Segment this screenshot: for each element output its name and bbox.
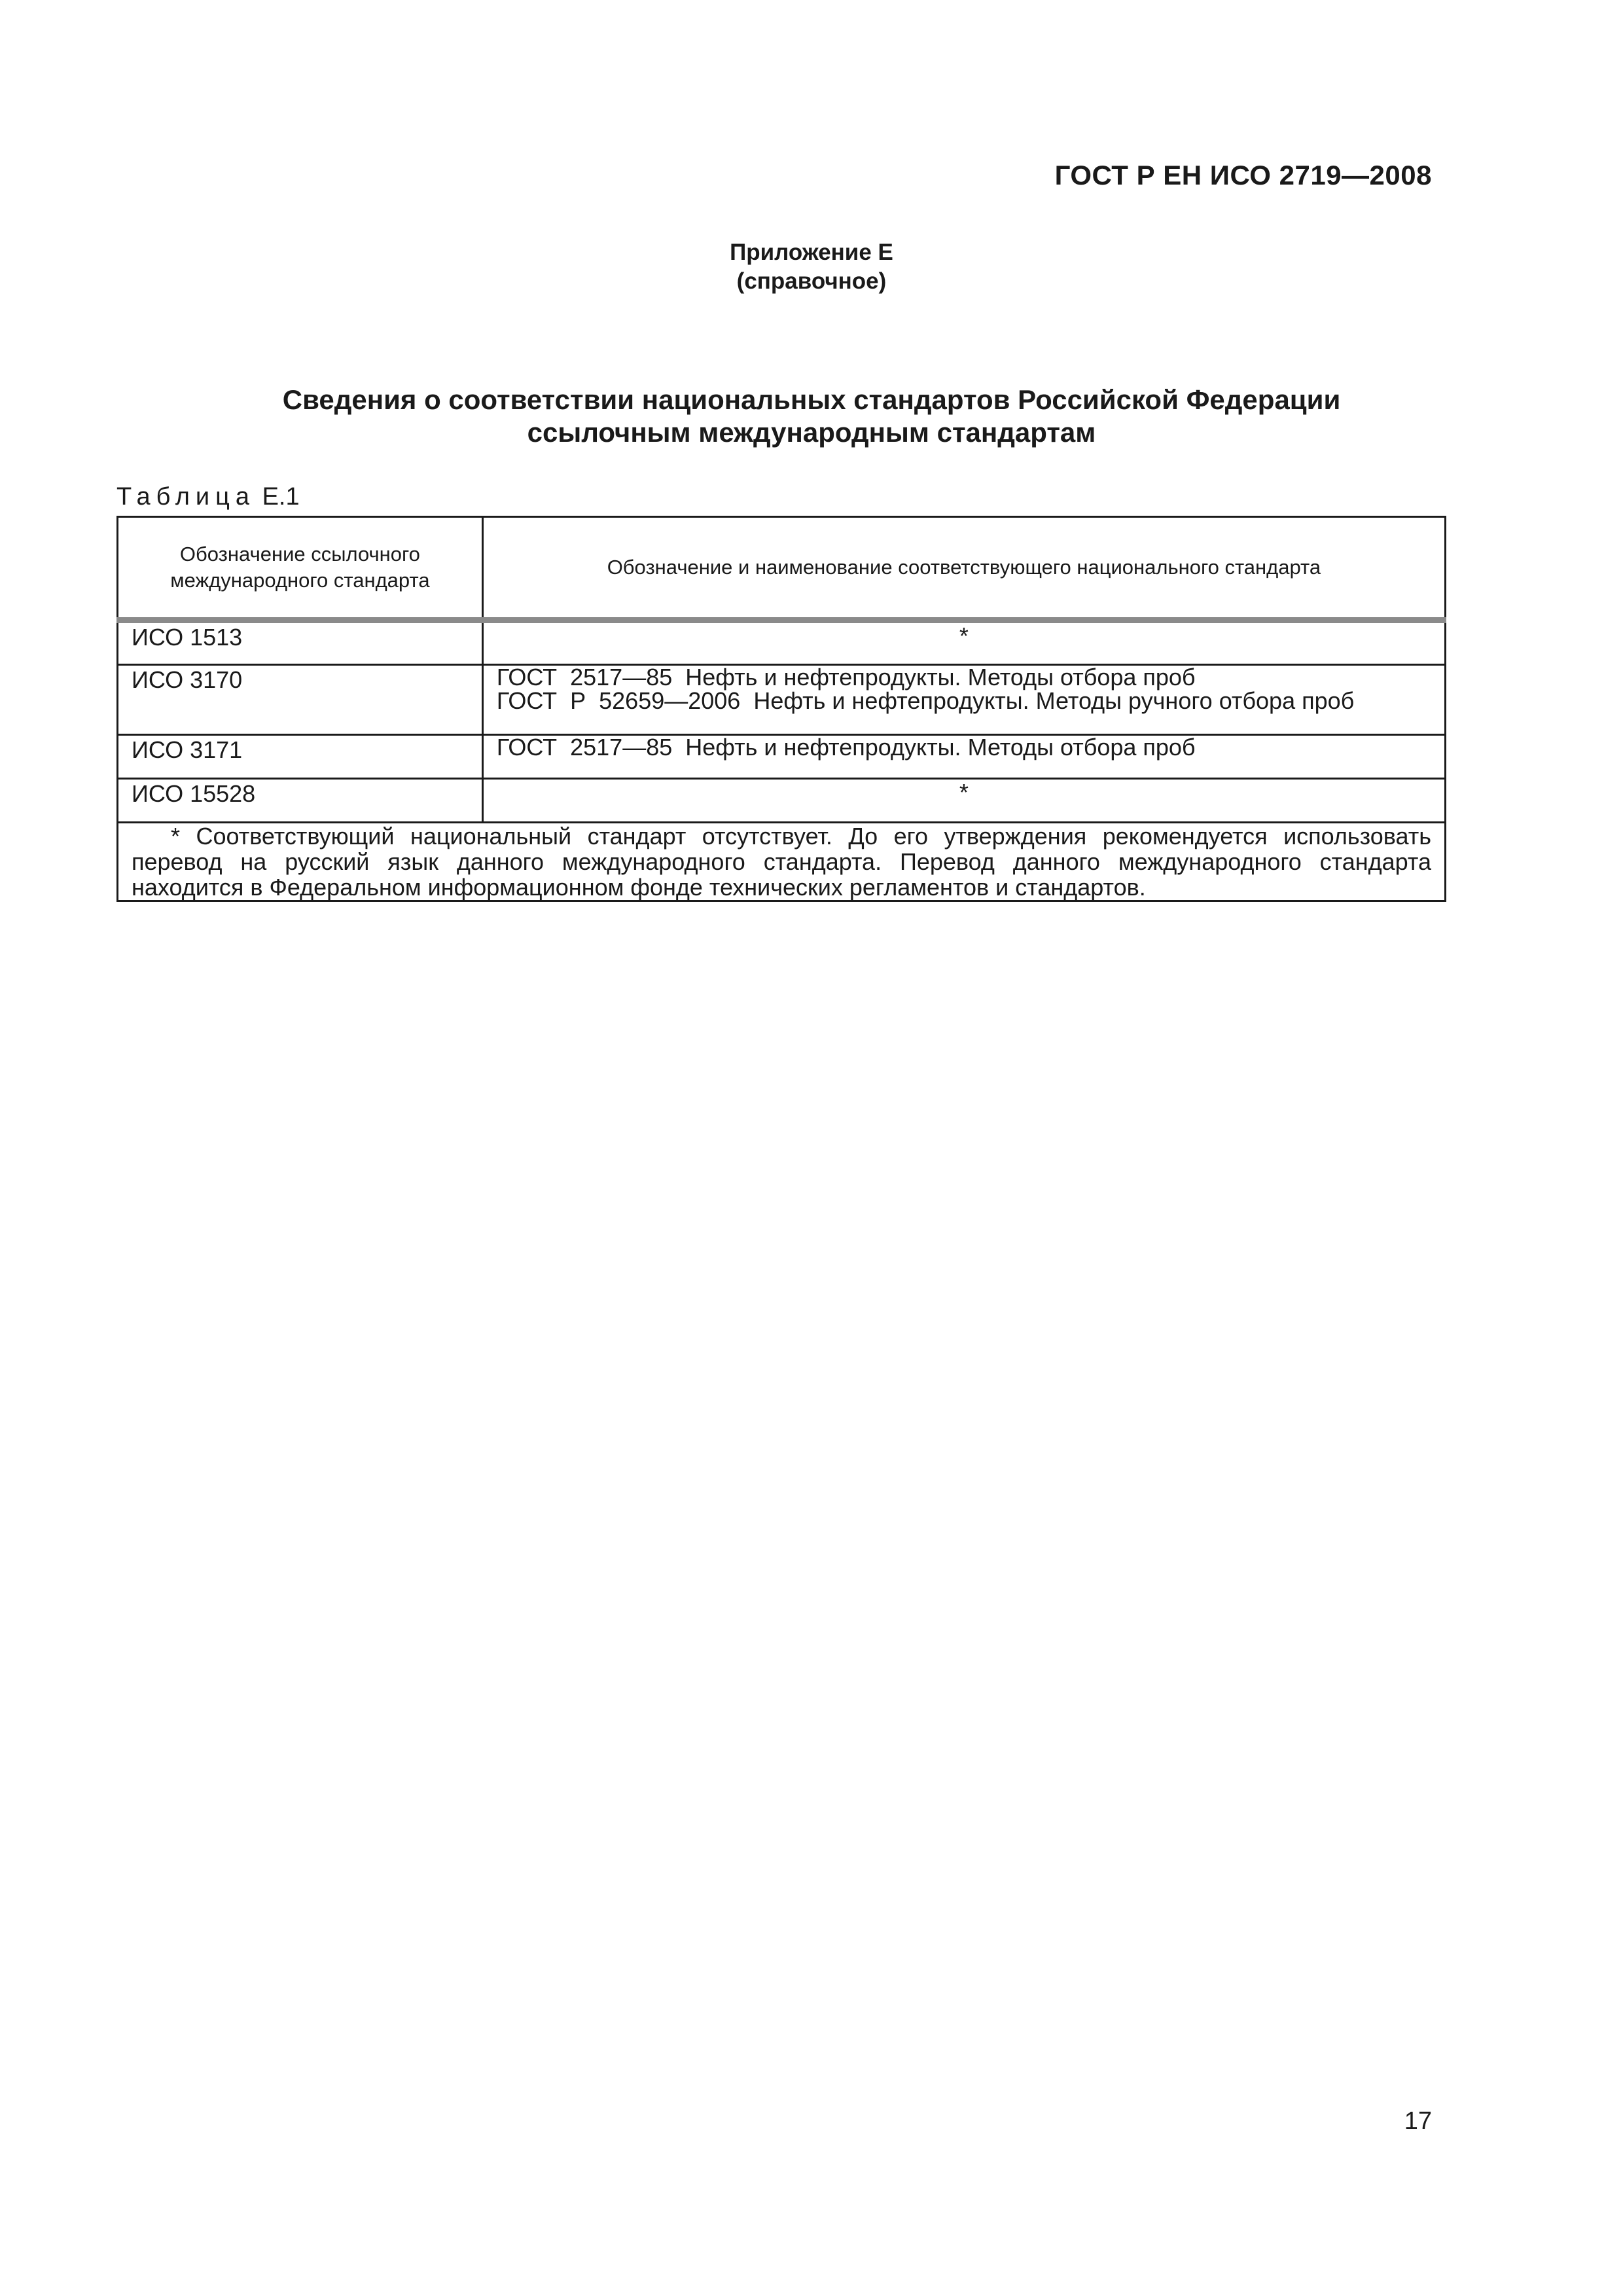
column-header-international: Обозначение ссылочного международного стандарта: [118, 517, 483, 620]
page-number: 17: [1404, 2108, 1432, 2135]
table-caption: [116, 483, 300, 511]
national-standard-entry: ГОСТ 2517—85 Нефть и нефтепродукты. Методы отбора проб: [496, 664, 1196, 691]
national-standard-cell: *: [482, 779, 1445, 823]
section-heading-line-2: ссылочным международным стандартам: [527, 417, 1096, 448]
table-row: [118, 735, 1446, 779]
international-standard-code: ИСО 3171: [118, 735, 483, 779]
national-standard-entry: ГОСТ Р 52659—2006 Нефть и нефтепродукты. Методы ручного отбора проб: [496, 687, 1355, 714]
national-standard-entry: ГОСТ 2517—85 Нефть и нефтепродукты. Методы отбора проб: [496, 734, 1196, 761]
table-footnote-row: [118, 823, 1446, 901]
document-designation: ГОСТ Р ЕН ИСО 2719—2008: [1054, 160, 1432, 190]
section-heading-line-1: Сведения о соответствии национальных стандартов Российской Федерации: [282, 384, 1341, 415]
column-header-national: Обозначение и наименование соответствующего национального стандарта: [482, 517, 1445, 620]
table-row: [118, 779, 1446, 823]
national-standard-cell: [482, 735, 1445, 779]
table-caption-number: Е.1: [262, 483, 300, 511]
table-row: [118, 665, 1446, 735]
table-row: [118, 620, 1446, 665]
table-caption-word: Таблица: [116, 483, 255, 511]
international-standard-code: ИСО 15528: [118, 779, 483, 823]
national-standard-cell: *: [482, 620, 1445, 665]
table-header-row: [118, 517, 1446, 620]
appendix-subtitle: (справочное): [736, 268, 887, 294]
appendix-title: Приложение Е: [730, 240, 893, 265]
table-footnote: [118, 823, 1446, 901]
international-standard-code: ИСО 3170: [118, 665, 483, 735]
international-standard-code: ИСО 1513: [118, 620, 483, 665]
national-standard-cell: [482, 665, 1445, 735]
footnote-text: * Соответствующий национальный стандарт отсутствует. До его утверждения рекомендуется использовать перевод на русский язык данного международного стандарта. Перевод данного международного стандарта находится в Федеральном информационном фонде технических регламентов и стандартов.: [132, 823, 1431, 901]
correspondence-table: [116, 516, 1446, 902]
